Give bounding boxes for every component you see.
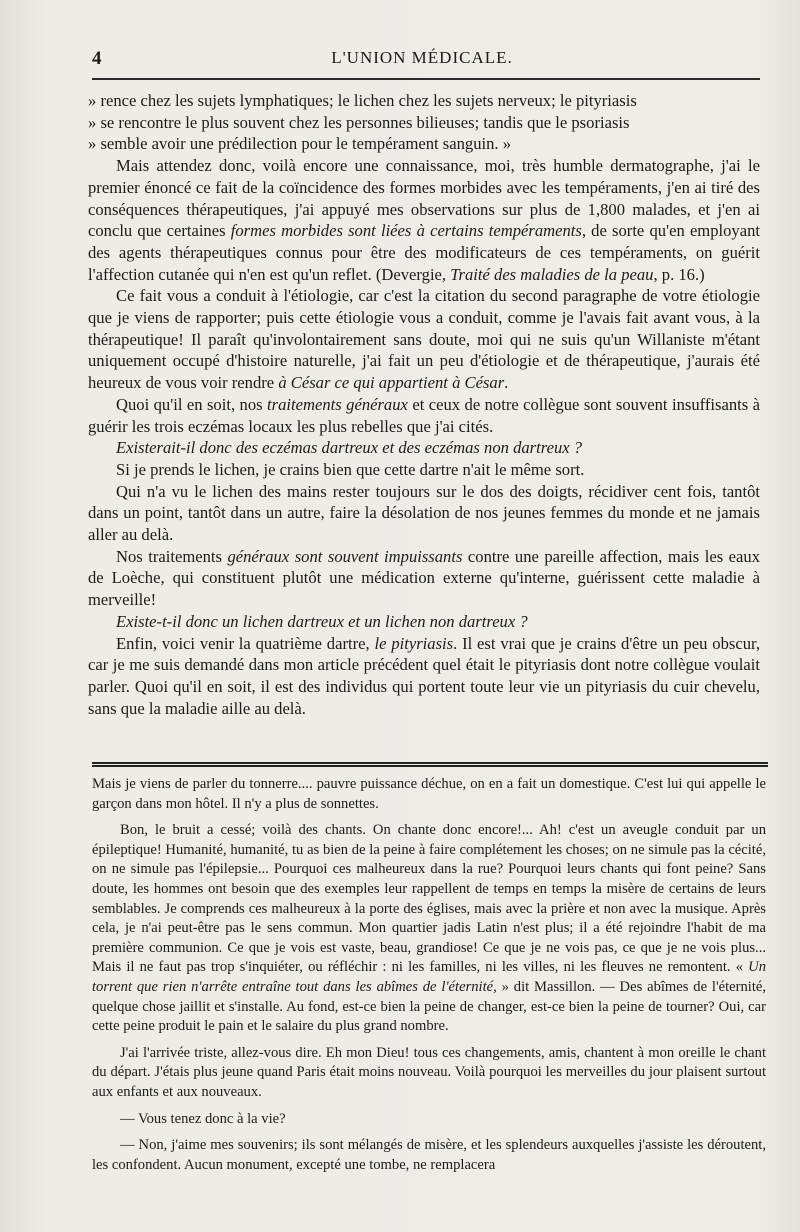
question-line — [88, 437, 760, 459]
italic-run: Existe-t-il donc un lichen dartreux et un lichen non dartreux ? — [116, 611, 528, 631]
quote-line: » se rencontre le plus souvent chez les personnes bilieuses; tandis que le psoriasis — [88, 112, 630, 132]
quote-line: » rence chez les sujets lymphatiques; le lichen chez les sujets nerveux; le pityriasis — [88, 91, 637, 110]
paragraph: Qui n'a vu le lichen des mains rester toujours sur le dos des doigts, récidiver cent fois, tantôt dans un point, tantôt dans un autre, faire la désolation de nos jeunes femmes du monde et ne jamais aller au delà. — [88, 481, 760, 545]
feuilleton-dialogue: — Non, j'aime mes souvenirs; ils sont mélangés de misère, et les splendeurs auxquelles j'assiste les déroutent, les confondent. Aucun monument, excepté une tombe, ne remplacera — [92, 1137, 766, 1173]
italic-run: Traité des maladies de la peau — [450, 264, 654, 284]
running-head: L'UNION MÉDICALE. — [331, 48, 513, 67]
italic-run: Existerait-il donc des eczémas dartreux et des eczémas non dartreux ? — [116, 438, 583, 458]
text-run: Ce fait vous a conduit à l'étiologie, car c'est la citation du second paragraphe de votre étiologie que je viens de rapporter; puis cette étiologie vous a conduit, comme je l'avais fait avant vous, à la thérapeutique! Il paraît qu'involontairement sans doute, moi qui ne suis qu'un Willaniste m'étant uniquement occupé d'histoire naturelle, j'ai fait un peu d'étiologie et de thérapeutique, j'aurais été heureux de vous voir rendre — [88, 286, 760, 393]
paragraph — [88, 394, 760, 437]
text-run: contre une pareille affection, mais les eaux de Loèche, qui constituent plutôt une médication externe qu'interne, guérissent cette maladie à merveille! — [88, 546, 760, 610]
page-number: 4 — [92, 48, 102, 69]
article-body — [88, 90, 760, 719]
feuilleton-paragraph — [92, 821, 766, 1037]
text-run: , de sorte qu'en employant des agents thérapeutiques connus pour être des modificateurs de ces tempéraments, on guérit l'affection cutanée qui n'en est qu'un reflet. (Devergie, — [88, 221, 760, 284]
paragraph — [88, 285, 760, 394]
italic-run: traitements généraux — [267, 394, 408, 414]
page-header — [92, 48, 752, 70]
feuilleton-column — [92, 775, 766, 1175]
italic-run: le pityriasis — [374, 633, 454, 653]
text-run: . Il est vrai que je crains d'être un peu obscur, car je me suis demandé dans mon article précédent quel était le pityriasis dont notre collègue voulait parler. Quoi qu'il en soit, il est des individus qui portent toute leur vie un pityriasis du cuir chevelu, sans que la maladie aille au delà. — [88, 633, 760, 718]
text-run: Quoi qu'il en soit, nos — [116, 394, 268, 414]
italic-run: formes morbides sont liées à certains tempéraments — [230, 221, 582, 241]
italic-run: Un torrent que rien n'arrête entraîne tout dans les abîmes de l'éternité, — [92, 959, 766, 995]
feuilleton-paragraph: J'ai l'arrivée triste, allez-vous dire. Eh mon Dieu! tous ces changements, amis, chantent à mon oreille le chant du départ. J'étais plus jeune quand Paris était moins nouveau. Voilà pourquoi les merveilles du jour plaisent surtout aux enfants et aux nouveaux. — [92, 1044, 766, 1100]
text-run: . — [504, 373, 509, 393]
paragraph — [88, 633, 760, 720]
text-run: Nos traitements — [116, 546, 228, 566]
paragraph — [88, 546, 760, 611]
italic-run: à César ce qui appartient à César — [278, 373, 505, 393]
feuilleton-dialogue: — Vous tenez donc à la vie? — [120, 1110, 286, 1127]
paragraph — [88, 155, 760, 285]
header-rule — [92, 78, 760, 80]
text-run: Bon, le bruit a cessé; voilà des chants. On chante donc encore!... Ah! c'est un aveugle conduit par un épileptique! Humanité, humanité, tu as bien de la peine à faire complétement les choses; on ne simule pas la cécité, on ne simule pas l'épilepsie... Pourquoi ces malheureux dans la rue? Pourquoi leurs chants qui font peine? Sans doute, les hommes ont besoin que des exemples leur rappellent de temps en temps la misère de certains de leurs semblables. Je comprends ces malheureux à la porte des églises, mais avec la prière et non avec la musique. Après cela, je n'ai peut-être pas le sens commun. Mon quartier jadis Latin n'est plus; il a été rejoindre l'habit de ma première communion. Ce que je vois est vaste, beau, grandiose! Ce que je ne vois pas, ce que je ne vois plus... Mais il ne faut pas trop s'inquiéter, ou réfléchir : ni les familles, ni les villes, ni les fleuves ne remontent. « — [92, 822, 766, 976]
feuilleton-separator — [92, 762, 768, 767]
question-line — [88, 611, 760, 633]
italic-run: généraux sont souvent impuissants — [227, 546, 463, 566]
paragraph: Si je prends le lichen, je crains bien que cette dartre n'ait le même sort. — [116, 459, 585, 479]
text-run: et ceux de notre collègue sont souvent insuffisants à guérir les trois eczémas locaux les plus rebelles que j'ai cités. — [88, 394, 760, 436]
text-run: , p. 16.) — [653, 264, 705, 284]
feuilleton-paragraph: Mais je viens de parler du tonnerre.... pauvre puissance déchue, on en a fait un domestique. C'est lui qui appelle le garçon dans mon hôtel. Il n'y a plus de sonnettes. — [92, 776, 766, 812]
text-run: » dit Massillon. — Des abîmes de l'éternité, quelque chose jaillit et s'installe. Au fond, est-ce bien la peine de changer, est-ce bien la peine de tourner? Oui, car cette peine produit le pain et le salaire du plus grand nombre. — [92, 978, 766, 1035]
text-run: Mais attendez donc, voilà encore une connaissance, moi, très humble dermatographe, j'ai le premier énoncé ce fait de la coïncidence des formes morbides avec les tempéraments, j'en ai tiré des conséquences thérapeutiques, j'ai appuyé mes observations sur plus de 1,800 malades, et j'en ai conclu que certaines — [88, 156, 760, 241]
quote-line: » semble avoir une prédilection pour le tempérament sanguin. » — [88, 134, 512, 154]
text-run: Enfin, voici venir la quatrième dartre, — [116, 633, 375, 653]
